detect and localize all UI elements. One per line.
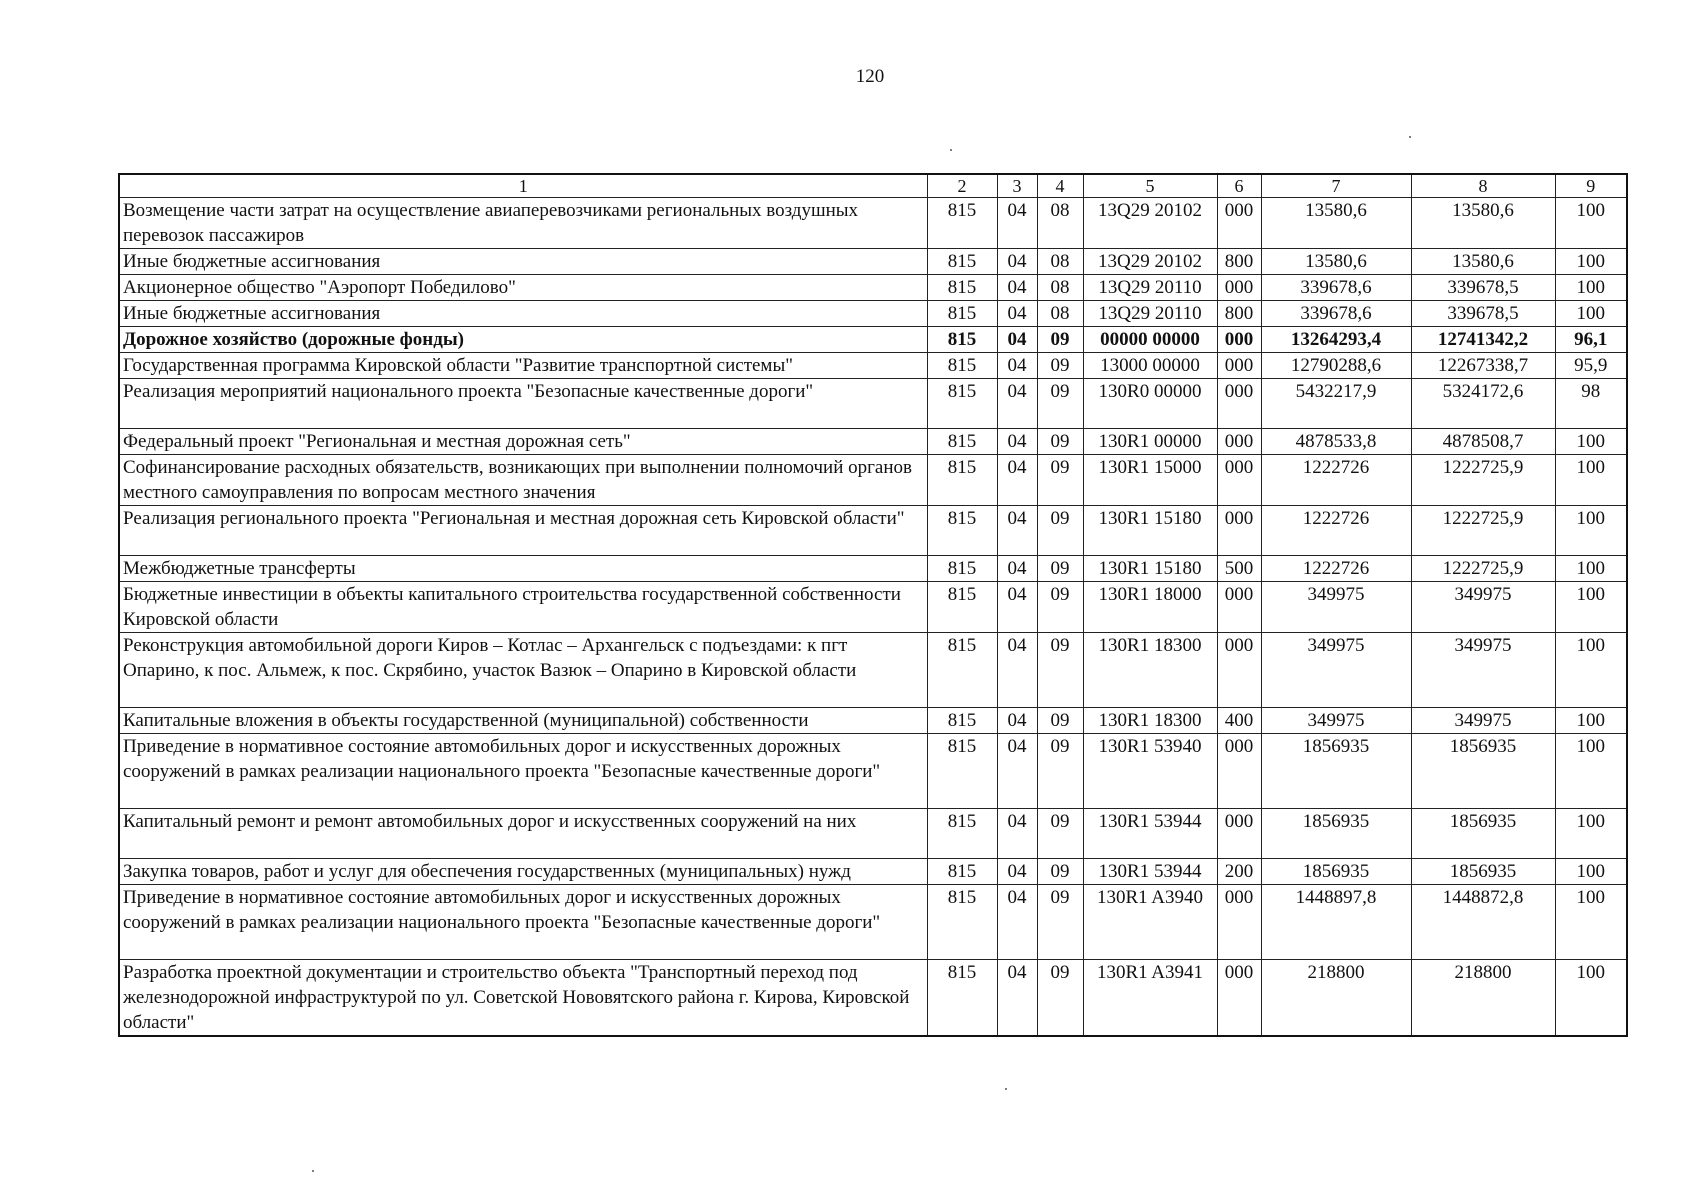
row-value-cell-7: 1856935 (1261, 859, 1411, 885)
row-value-cell-6: 200 (1217, 859, 1261, 885)
row-value-cell-2: 815 (927, 506, 997, 556)
row-value-cell-5: 130R0 00000 (1083, 379, 1217, 429)
row-value-cell-4: 08 (1037, 275, 1083, 301)
row-name-cell: Бюджетные инвестиции в объекты капитального строительства государственной собственности Кировской области (119, 582, 927, 633)
row-name-cell: Возмещение части затрат на осуществление авиаперевозчиками региональных воздушных перевозок пассажиров (119, 198, 927, 249)
column-header: 4 (1037, 174, 1083, 198)
row-value-cell-6: 000 (1217, 275, 1261, 301)
row-value-cell-2: 815 (927, 327, 997, 353)
header-row (119, 174, 1627, 198)
row-value-cell-7: 1222726 (1261, 556, 1411, 582)
row-value-cell-8: 1222725,9 (1411, 556, 1555, 582)
row-value-cell-3: 04 (997, 885, 1037, 960)
column-header: 2 (927, 174, 997, 198)
row-value-cell-6: 000 (1217, 734, 1261, 809)
column-header: 8 (1411, 174, 1555, 198)
row-value-cell-4: 09 (1037, 353, 1083, 379)
table-row (119, 582, 1627, 633)
row-name-cell: Иные бюджетные ассигнования (119, 301, 927, 327)
row-name-cell: Капитальные вложения в объекты государственной (муниципальной) собственности (119, 708, 927, 734)
row-value-cell-5: 130R1 A3941 (1083, 960, 1217, 1037)
row-value-cell-7: 5432217,9 (1261, 379, 1411, 429)
table-row (119, 327, 1627, 353)
row-value-cell-8: 349975 (1411, 582, 1555, 633)
row-value-cell-6: 500 (1217, 556, 1261, 582)
row-name-cell: Приведение в нормативное состояние автомобильных дорог и искусственных дорожных сооружений в рамках реализации национального проекта "Безопасные качественные дороги" (119, 734, 927, 809)
row-value-cell-7: 218800 (1261, 960, 1411, 1037)
row-value-cell-7: 1222726 (1261, 506, 1411, 556)
row-value-cell-7: 339678,6 (1261, 275, 1411, 301)
row-value-cell-8: 1856935 (1411, 809, 1555, 859)
row-value-cell-8: 349975 (1411, 633, 1555, 708)
row-value-cell-4: 09 (1037, 506, 1083, 556)
row-value-cell-6: 000 (1217, 455, 1261, 506)
row-value-cell-7: 12790288,6 (1261, 353, 1411, 379)
row-value-cell-6: 000 (1217, 198, 1261, 249)
row-value-cell-2: 815 (927, 734, 997, 809)
row-value-cell-7: 1856935 (1261, 734, 1411, 809)
table-body (119, 198, 1627, 1037)
row-value-cell-6: 000 (1217, 885, 1261, 960)
row-name-cell: Капитальный ремонт и ремонт автомобильных дорог и искусственных сооружений на них (119, 809, 927, 859)
row-value-cell-8: 12741342,2 (1411, 327, 1555, 353)
table-row (119, 734, 1627, 809)
table-row (119, 301, 1627, 327)
row-value-cell-4: 09 (1037, 633, 1083, 708)
row-value-cell-2: 815 (927, 859, 997, 885)
row-value-cell-8: 5324172,6 (1411, 379, 1555, 429)
row-value-cell-2: 815 (927, 275, 997, 301)
row-value-cell-6: 000 (1217, 582, 1261, 633)
row-value-cell-2: 815 (927, 582, 997, 633)
row-value-cell-9: 100 (1555, 885, 1627, 960)
row-value-cell-4: 09 (1037, 859, 1083, 885)
row-value-cell-4: 09 (1037, 960, 1083, 1037)
row-value-cell-5: 130R1 00000 (1083, 429, 1217, 455)
row-value-cell-9: 100 (1555, 455, 1627, 506)
row-value-cell-3: 04 (997, 582, 1037, 633)
row-value-cell-3: 04 (997, 708, 1037, 734)
row-value-cell-9: 100 (1555, 198, 1627, 249)
row-value-cell-9: 100 (1555, 809, 1627, 859)
row-value-cell-8: 339678,5 (1411, 301, 1555, 327)
column-header: 1 (119, 174, 927, 198)
row-value-cell-7: 339678,6 (1261, 301, 1411, 327)
row-value-cell-5: 00000 00000 (1083, 327, 1217, 353)
row-name-cell: Приведение в нормативное состояние автомобильных дорог и искусственных дорожных сооружений в рамках реализации национального проекта "Безопасные качественные дороги" (119, 885, 927, 960)
row-name-cell: Разработка проектной документации и строительство объекта "Транспортный переход под железнодорожной инфраструктурой по ул. Советской Нововятского района г. Кирова, Кировской области" (119, 960, 927, 1037)
row-name-cell: Дорожное хозяйство (дорожные фонды) (119, 327, 927, 353)
table-row (119, 556, 1627, 582)
row-value-cell-9: 100 (1555, 556, 1627, 582)
row-value-cell-5: 130R1 15000 (1083, 455, 1217, 506)
row-value-cell-9: 100 (1555, 960, 1627, 1037)
row-value-cell-6: 000 (1217, 960, 1261, 1037)
row-value-cell-4: 09 (1037, 582, 1083, 633)
row-value-cell-9: 95,9 (1555, 353, 1627, 379)
row-value-cell-3: 04 (997, 275, 1037, 301)
table-row (119, 809, 1627, 859)
row-value-cell-7: 349975 (1261, 633, 1411, 708)
row-value-cell-3: 04 (997, 249, 1037, 275)
row-value-cell-3: 04 (997, 379, 1037, 429)
table-row (119, 885, 1627, 960)
row-value-cell-3: 04 (997, 301, 1037, 327)
row-value-cell-6: 000 (1217, 327, 1261, 353)
row-value-cell-5: 130R1 53940 (1083, 734, 1217, 809)
row-value-cell-8: 1856935 (1411, 859, 1555, 885)
table-row (119, 506, 1627, 556)
row-value-cell-2: 815 (927, 429, 997, 455)
row-value-cell-3: 04 (997, 859, 1037, 885)
row-value-cell-9: 98 (1555, 379, 1627, 429)
column-header: 5 (1083, 174, 1217, 198)
column-header: 7 (1261, 174, 1411, 198)
row-value-cell-4: 09 (1037, 734, 1083, 809)
row-value-cell-8: 1222725,9 (1411, 455, 1555, 506)
row-value-cell-8: 13580,6 (1411, 198, 1555, 249)
row-value-cell-3: 04 (997, 506, 1037, 556)
row-value-cell-2: 815 (927, 301, 997, 327)
row-value-cell-6: 000 (1217, 353, 1261, 379)
row-value-cell-3: 04 (997, 455, 1037, 506)
row-value-cell-8: 1856935 (1411, 734, 1555, 809)
row-value-cell-5: 13Q29 20102 (1083, 249, 1217, 275)
column-header: 9 (1555, 174, 1627, 198)
row-value-cell-6: 000 (1217, 429, 1261, 455)
row-value-cell-3: 04 (997, 556, 1037, 582)
row-value-cell-7: 1222726 (1261, 455, 1411, 506)
row-name-cell: Реализация мероприятий национального проекта "Безопасные качественные дороги" (119, 379, 927, 429)
row-value-cell-8: 4878508,7 (1411, 429, 1555, 455)
row-value-cell-6: 000 (1217, 506, 1261, 556)
row-value-cell-9: 100 (1555, 708, 1627, 734)
row-value-cell-5: 130R1 53944 (1083, 809, 1217, 859)
table-row (119, 198, 1627, 249)
row-value-cell-4: 09 (1037, 429, 1083, 455)
row-value-cell-5: 13000 00000 (1083, 353, 1217, 379)
row-value-cell-7: 349975 (1261, 582, 1411, 633)
table-row (119, 859, 1627, 885)
scan-speck (312, 1170, 314, 1172)
row-value-cell-9: 100 (1555, 301, 1627, 327)
row-value-cell-2: 815 (927, 556, 997, 582)
row-value-cell-5: 130R1 18300 (1083, 633, 1217, 708)
row-value-cell-7: 1856935 (1261, 809, 1411, 859)
row-name-cell: Реконструкция автомобильной дороги Киров – Котлас – Архангельск с подъездами: к пгт Опарино, к пос. Альмеж, к пос. Скрябино, участок Вазюк – Опарино в Кировской области (119, 633, 927, 708)
row-value-cell-9: 96,1 (1555, 327, 1627, 353)
row-value-cell-4: 09 (1037, 885, 1083, 960)
row-value-cell-7: 13580,6 (1261, 249, 1411, 275)
row-value-cell-2: 815 (927, 455, 997, 506)
row-value-cell-8: 339678,5 (1411, 275, 1555, 301)
row-value-cell-4: 09 (1037, 556, 1083, 582)
row-value-cell-5: 13Q29 20110 (1083, 275, 1217, 301)
row-value-cell-3: 04 (997, 734, 1037, 809)
row-value-cell-2: 815 (927, 809, 997, 859)
row-value-cell-3: 04 (997, 327, 1037, 353)
page-number: 120 (855, 66, 885, 87)
row-value-cell-9: 100 (1555, 506, 1627, 556)
row-name-cell: Иные бюджетные ассигнования (119, 249, 927, 275)
row-value-cell-5: 130R1 15180 (1083, 556, 1217, 582)
row-value-cell-9: 100 (1555, 249, 1627, 275)
row-value-cell-6: 000 (1217, 809, 1261, 859)
row-value-cell-5: 130R1 15180 (1083, 506, 1217, 556)
row-value-cell-4: 09 (1037, 379, 1083, 429)
table-row (119, 633, 1627, 708)
row-name-cell: Межбюджетные трансферты (119, 556, 927, 582)
row-value-cell-2: 815 (927, 633, 997, 708)
row-value-cell-9: 100 (1555, 633, 1627, 708)
table-row (119, 379, 1627, 429)
scan-speck (1005, 1088, 1007, 1090)
table-row (119, 960, 1627, 1037)
row-value-cell-4: 09 (1037, 327, 1083, 353)
row-value-cell-5: 13Q29 20102 (1083, 198, 1217, 249)
scan-speck (950, 149, 952, 151)
row-value-cell-9: 100 (1555, 582, 1627, 633)
row-value-cell-8: 349975 (1411, 708, 1555, 734)
row-name-cell: Закупка товаров, работ и услуг для обеспечения государственных (муниципальных) нужд (119, 859, 927, 885)
row-value-cell-6: 000 (1217, 633, 1261, 708)
row-value-cell-5: 130R1 A3940 (1083, 885, 1217, 960)
row-value-cell-2: 815 (927, 885, 997, 960)
row-value-cell-3: 04 (997, 633, 1037, 708)
row-value-cell-8: 12267338,7 (1411, 353, 1555, 379)
row-name-cell: Реализация регионального проекта "Региональная и местная дорожная сеть Кировской области" (119, 506, 927, 556)
budget-table (118, 173, 1628, 1037)
row-value-cell-4: 09 (1037, 809, 1083, 859)
row-value-cell-2: 815 (927, 708, 997, 734)
row-value-cell-2: 815 (927, 960, 997, 1037)
row-value-cell-6: 800 (1217, 301, 1261, 327)
row-value-cell-8: 218800 (1411, 960, 1555, 1037)
row-value-cell-9: 100 (1555, 275, 1627, 301)
column-header: 3 (997, 174, 1037, 198)
row-name-cell: Федеральный проект "Региональная и местная дорожная сеть" (119, 429, 927, 455)
row-value-cell-3: 04 (997, 960, 1037, 1037)
table-row (119, 708, 1627, 734)
row-value-cell-3: 04 (997, 429, 1037, 455)
row-value-cell-6: 000 (1217, 379, 1261, 429)
row-value-cell-2: 815 (927, 198, 997, 249)
row-value-cell-4: 09 (1037, 455, 1083, 506)
column-header: 6 (1217, 174, 1261, 198)
row-value-cell-3: 04 (997, 809, 1037, 859)
row-value-cell-7: 13264293,4 (1261, 327, 1411, 353)
row-value-cell-5: 130R1 18300 (1083, 708, 1217, 734)
table-row (119, 275, 1627, 301)
row-value-cell-3: 04 (997, 353, 1037, 379)
row-value-cell-8: 13580,6 (1411, 249, 1555, 275)
row-value-cell-2: 815 (927, 379, 997, 429)
row-value-cell-7: 4878533,8 (1261, 429, 1411, 455)
row-value-cell-7: 1448897,8 (1261, 885, 1411, 960)
row-value-cell-7: 349975 (1261, 708, 1411, 734)
row-value-cell-9: 100 (1555, 859, 1627, 885)
row-value-cell-4: 08 (1037, 249, 1083, 275)
row-value-cell-6: 800 (1217, 249, 1261, 275)
row-value-cell-8: 1448872,8 (1411, 885, 1555, 960)
row-value-cell-2: 815 (927, 353, 997, 379)
row-value-cell-4: 09 (1037, 708, 1083, 734)
row-value-cell-5: 130R1 53944 (1083, 859, 1217, 885)
table-row (119, 455, 1627, 506)
row-value-cell-3: 04 (997, 198, 1037, 249)
row-value-cell-6: 400 (1217, 708, 1261, 734)
table-row (119, 249, 1627, 275)
row-value-cell-9: 100 (1555, 429, 1627, 455)
row-name-cell: Акционерное общество "Аэропорт Победилово" (119, 275, 927, 301)
row-value-cell-4: 08 (1037, 198, 1083, 249)
row-name-cell: Софинансирование расходных обязательств, возникающих при выполнении полномочий органов местного самоуправления по вопросам местного значения (119, 455, 927, 506)
row-name-cell: Государственная программа Кировской области "Развитие транспортной системы" (119, 353, 927, 379)
scan-speck (1409, 136, 1411, 138)
row-value-cell-5: 13Q29 20110 (1083, 301, 1217, 327)
row-value-cell-2: 815 (927, 249, 997, 275)
table-row (119, 353, 1627, 379)
row-value-cell-8: 1222725,9 (1411, 506, 1555, 556)
row-value-cell-4: 08 (1037, 301, 1083, 327)
row-value-cell-9: 100 (1555, 734, 1627, 809)
row-value-cell-7: 13580,6 (1261, 198, 1411, 249)
table-row (119, 429, 1627, 455)
row-value-cell-5: 130R1 18000 (1083, 582, 1217, 633)
